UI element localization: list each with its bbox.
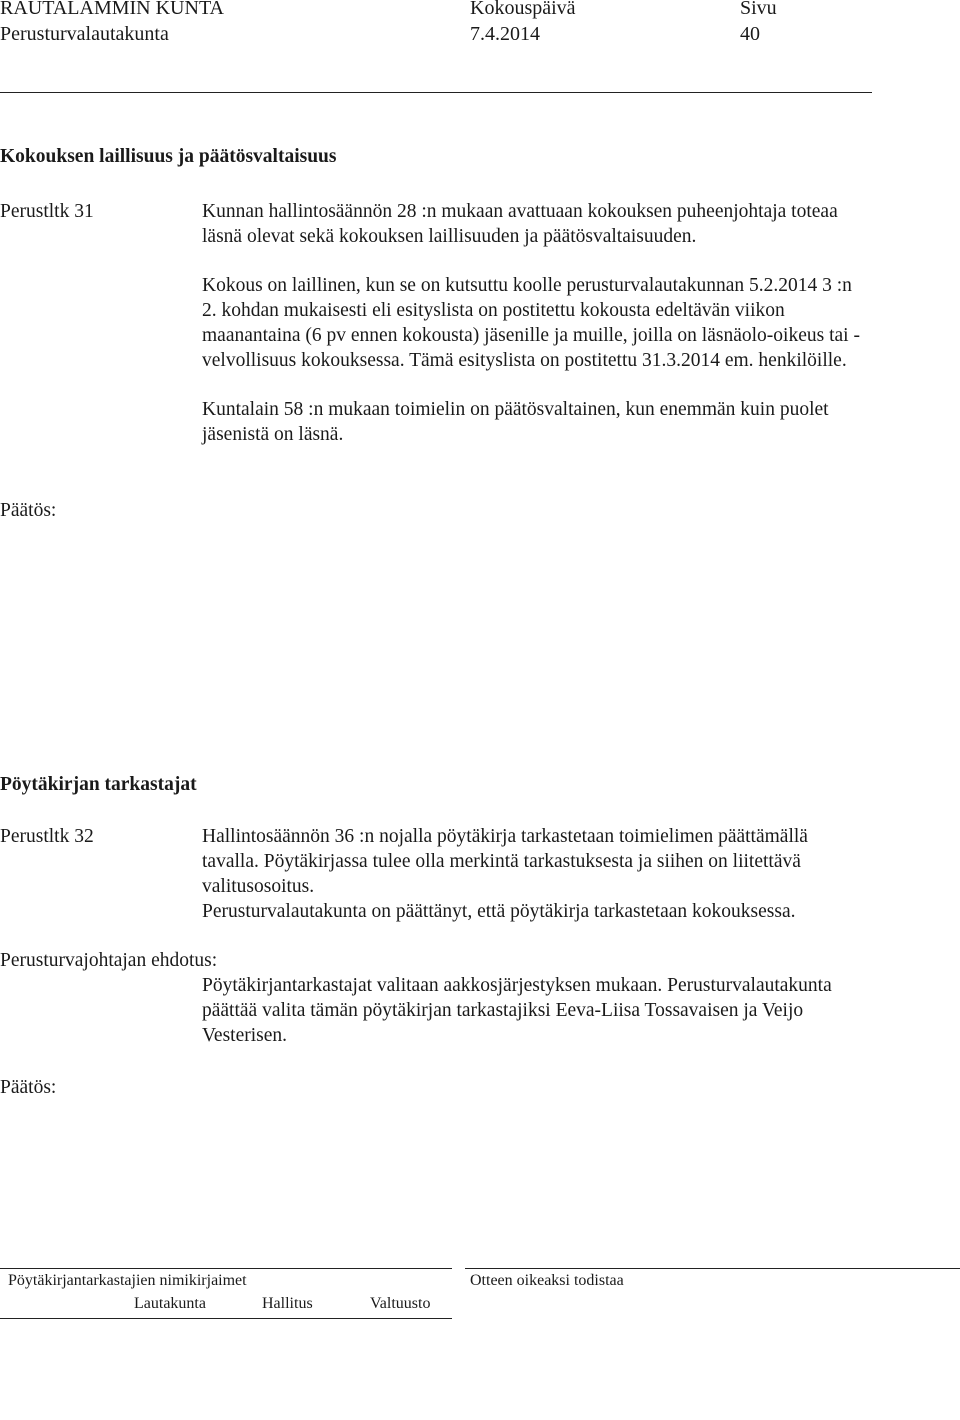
proposal-body	[202, 973, 867, 1048]
paragraph: Kuntalain 58 :n mukaan toimielin on päätösvaltainen, kun enemmän kuin puolet jäsenistä on läsnä.	[202, 399, 829, 445]
page-label: Sivu	[740, 0, 777, 19]
certify-label: Otteen oikeaksi todistaa	[470, 1272, 624, 1289]
signatures-label: Pöytäkirjantarkastajien nimikirjaimet	[8, 1272, 247, 1289]
page-number: 40	[740, 23, 760, 45]
section-ref	[0, 824, 94, 849]
footer-divider	[465, 1268, 960, 1269]
footer-col: Hallitus	[262, 1295, 313, 1312]
header-divider	[0, 92, 872, 93]
paragraph: Hallintosäännön 36 :n nojalla pöytäkirja tarkastetaan toimielimen päättämällä tavalla. Pöytäkirjassa tulee olla merkintä tarkastuksesta ja siihen on liitettävä valitusosoitus.	[202, 826, 808, 897]
section-ref	[0, 199, 94, 224]
paragraph: Pöytäkirjantarkastajat valitaan aakkosjärjestyksen mukaan. Perusturvalautakunta päättää valita tämän pöytäkirjan tarkastajiksi Eeva-Liisa Tossavaisen ja Veijo Vesterisen.	[202, 975, 832, 1046]
proposal-label: Perusturvajohtajan ehdotus:	[0, 950, 218, 971]
section-ref-text: Perustltk 31	[0, 201, 94, 222]
section-title: Pöytäkirjan tarkastajat	[0, 774, 197, 795]
section-body	[202, 824, 867, 924]
footer-divider	[0, 1268, 452, 1269]
date-label: Kokouspäivä	[470, 0, 576, 19]
footer-divider	[0, 1318, 452, 1319]
paragraph: Kokous on laillinen, kun se on kutsuttu koolle perusturvalautakunnan 5.2.2014 3 :n 2. kohdan mukaisesti eli esityslista on postitettu kokousta edeltävän viikon maanantaina (6 pv ennen kokousta) jäsenille ja muille, joilla on läsnäolo-oikeus tai -velvollisuus kokouksessa. Tämä esityslista on postitettu 31.3.2014 em. henkilöille.	[202, 275, 860, 371]
paragraph: Kunnan hallintosäännön 28 :n mukaan avattuaan kokouksen puheenjohtaja toteaa läsnä olevat sekä kokouksen laillisuuden ja päätösvaltaisuuden.	[202, 201, 838, 247]
board-name: Perusturvalautakunta	[0, 23, 169, 45]
decision-label: Päätös:	[0, 500, 57, 521]
footer-col: Lautakunta	[134, 1295, 206, 1312]
municipality-name: RAUTALAMMIN KUNTA	[0, 0, 225, 19]
date-value: 7.4.2014	[470, 23, 540, 45]
paragraph: Perusturvalautakunta on päättänyt, että pöytäkirja tarkastetaan kokouksessa.	[202, 901, 796, 922]
section-title: Kokouksen laillisuus ja päätösvaltaisuus	[0, 146, 337, 167]
section-ref-text: Perustltk 32	[0, 826, 94, 847]
footer-col: Valtuusto	[370, 1295, 431, 1312]
section-body	[202, 199, 867, 447]
decision-label: Päätös:	[0, 1077, 57, 1098]
